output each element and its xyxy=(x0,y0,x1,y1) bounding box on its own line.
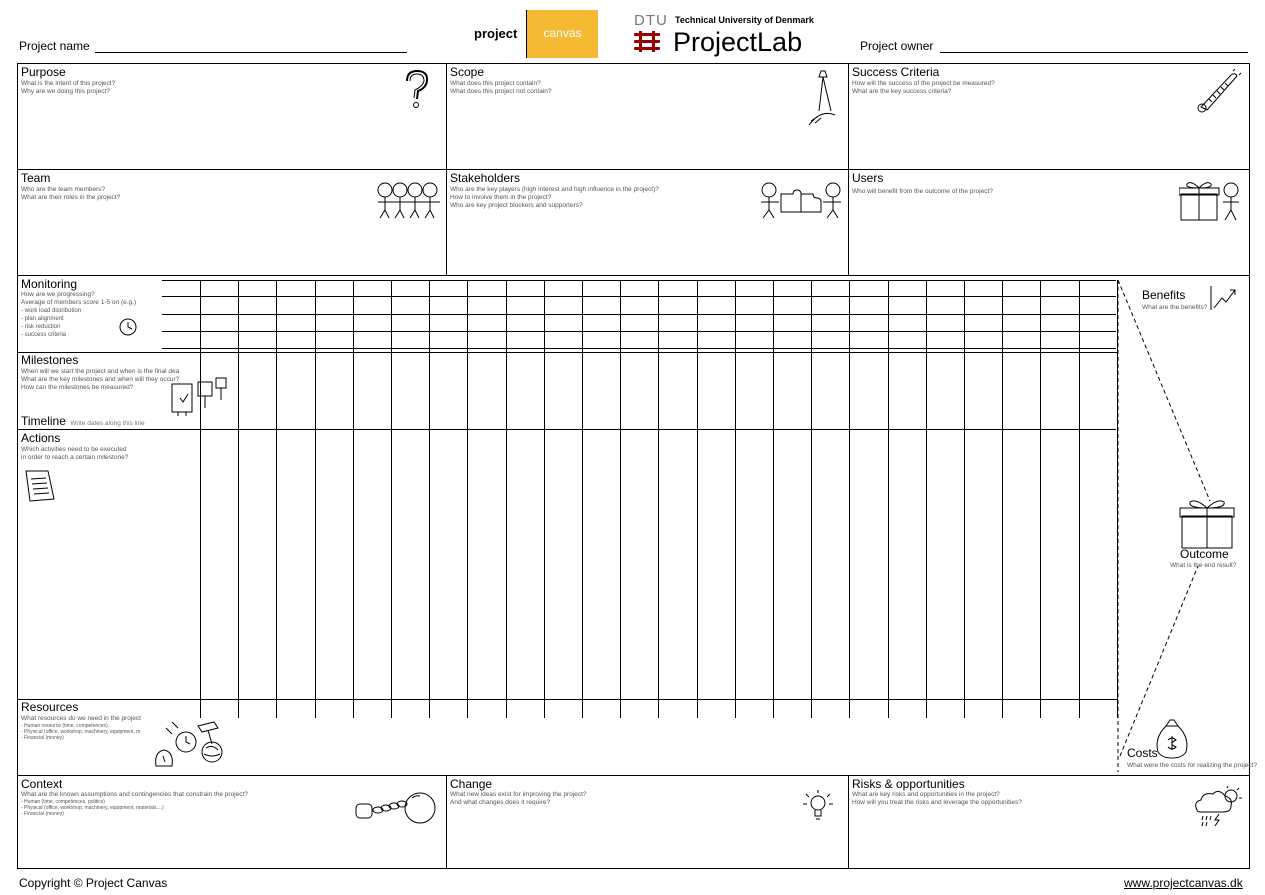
monitoring-q6: - success criteria xyxy=(21,332,67,338)
change-questions xyxy=(450,791,587,807)
grid-column-line xyxy=(582,280,583,718)
costs-question: What were the costs for realizing the project? xyxy=(1127,762,1258,769)
users-box[interactable] xyxy=(848,169,1250,276)
lightbulb-icon xyxy=(801,788,835,824)
actions-q1: Which activities need to be executed xyxy=(21,446,127,453)
scope-q1: What does this project contain? xyxy=(450,80,541,87)
grid-column-line xyxy=(506,280,507,718)
resources-tools-icon xyxy=(150,718,232,772)
team-questions xyxy=(21,186,120,202)
monitoring-row-line xyxy=(162,314,1116,315)
resources-questions xyxy=(21,715,141,741)
milestones-title: Milestones xyxy=(21,353,79,367)
monitoring-q3: - work load distribution xyxy=(21,308,82,314)
success-q1: How will the success of the project be measured? xyxy=(852,80,995,87)
team-people-icon xyxy=(376,180,442,220)
grid-column-line xyxy=(276,280,277,718)
grid-column-line xyxy=(964,280,965,718)
costs-title: Costs xyxy=(1127,746,1158,760)
benefits-title: Benefits xyxy=(1142,288,1186,302)
logo-canvas-block: canvas xyxy=(527,10,598,58)
project-name-label: Project name xyxy=(19,39,90,53)
change-q1: What new ideas exist for improving the project? xyxy=(450,791,587,798)
team-q2: What are their roles in the project? xyxy=(21,194,121,201)
clock-icon xyxy=(118,318,138,336)
ball-and-chain-icon xyxy=(354,786,438,826)
gift-person-icon xyxy=(1179,180,1245,222)
context-item-financial: - Financial (money) xyxy=(21,811,64,817)
stakeholders-q3: Who are key project blockers and supporters? xyxy=(450,202,583,209)
grid-column-line xyxy=(773,280,774,718)
success-q2: What are the key success criteria? xyxy=(852,88,952,95)
website-link[interactable]: www.projectcanvas.dk xyxy=(1124,876,1243,890)
scope-box[interactable] xyxy=(446,63,849,170)
users-q1: Who will benefit from the outcome of the project? xyxy=(852,188,993,195)
risks-questions xyxy=(852,791,1022,807)
grid-column-line xyxy=(1002,280,1003,718)
scope-questions xyxy=(450,80,552,96)
timeline-hint: Write dates along this line xyxy=(70,420,145,427)
monitoring-q2: Average of members score 1-5 on (e.g.) xyxy=(21,299,137,306)
timeline-label xyxy=(21,412,145,430)
grid-column-line xyxy=(467,280,468,718)
outcome-question: What is the end result? xyxy=(1170,562,1237,569)
monitoring-row-line xyxy=(162,296,1116,297)
milestones-questions xyxy=(21,368,179,392)
context-box[interactable] xyxy=(17,775,447,869)
project-owner-field[interactable] xyxy=(940,38,1248,53)
team-box[interactable] xyxy=(17,169,447,276)
context-questions xyxy=(21,791,248,817)
project-name-field[interactable] xyxy=(95,38,407,53)
risks-q1: What are key risks and opportunities in the project? xyxy=(852,791,1000,798)
grid-column-line xyxy=(697,280,698,718)
stakeholders-questions xyxy=(450,186,659,210)
stakeholders-q1: Who are the key players (high interest and high influence in the project)? xyxy=(450,186,659,193)
scope-title: Scope xyxy=(450,65,485,79)
purpose-title: Purpose xyxy=(21,65,66,79)
grid-column-line xyxy=(811,280,812,718)
purpose-box[interactable] xyxy=(17,63,447,170)
actions-questions xyxy=(21,446,128,462)
project-owner-label: Project owner xyxy=(860,39,934,53)
monitoring-row-line xyxy=(162,280,1116,281)
resources-q1: What resources do we need in the project xyxy=(21,715,141,722)
monitoring-row-line xyxy=(162,348,1116,349)
purpose-questions xyxy=(21,80,115,96)
thermometer-icon xyxy=(1195,69,1243,113)
resources-item-human: - Human resource (time, competences), xyxy=(21,723,110,729)
monitoring-q1: How are we progressing? xyxy=(21,291,95,298)
context-title: Context xyxy=(21,777,63,791)
milestones-q1: When will we start the project and when is the final dea xyxy=(21,368,180,375)
actions-top-line xyxy=(17,429,200,430)
grid-column-line xyxy=(353,280,354,718)
team-q1: Who are the team members? xyxy=(21,186,106,193)
success-questions xyxy=(852,80,995,96)
context-q1: What are the known assumptions and contingencies that constrain the project? xyxy=(21,791,248,798)
context-item-physical: - Physical (office, workshop, machinery, equipment, materials....) xyxy=(21,805,164,811)
team-title: Team xyxy=(21,171,51,185)
resources-item-financial: - Financial (money) xyxy=(21,735,64,741)
grid-column-line xyxy=(1040,280,1041,718)
benefits-question: What are the benefits? xyxy=(1142,304,1208,311)
dtu-logo-icon xyxy=(632,31,662,53)
actions-title: Actions xyxy=(21,431,61,445)
grid-column-line xyxy=(544,280,545,718)
risks-box[interactable] xyxy=(848,775,1250,869)
risks-q2: How will you treat the risks and leverage the opportunities? xyxy=(852,799,1022,806)
milestones-q2: What are the key milestones and when will they occur? xyxy=(21,376,180,383)
timeline-line xyxy=(200,429,1116,430)
grid-column-line xyxy=(620,280,621,718)
grid-column-line xyxy=(1079,280,1080,718)
dtu-mark: DTU xyxy=(634,12,668,29)
stakeholders-q2: How to involve them in the project? xyxy=(450,194,552,201)
purpose-q2: Why are we doing this project? xyxy=(21,88,110,95)
checklist-icon xyxy=(24,469,56,503)
monitoring-q5: - risk reduction xyxy=(21,324,61,330)
outcome-connector-lines xyxy=(1110,276,1250,776)
resources-top-line xyxy=(17,699,1117,700)
grid-column-line xyxy=(391,280,392,718)
resources-title: Resources xyxy=(21,700,79,714)
monitoring-q4: - plan alignment xyxy=(21,316,64,322)
grid-column-line xyxy=(658,280,659,718)
milestones-top-line xyxy=(17,352,1117,353)
grid-column-line xyxy=(926,280,927,718)
grid-column-line xyxy=(429,280,430,718)
change-box[interactable] xyxy=(446,775,849,869)
change-title: Change xyxy=(450,777,493,791)
milestones-q3: How can the milestones be measured? xyxy=(21,384,134,391)
risks-title: Risks & opportunities xyxy=(852,777,965,791)
timeline-title: Timeline xyxy=(21,414,66,428)
users-title: Users xyxy=(852,171,884,185)
storm-cloud-icon xyxy=(1191,786,1243,828)
puzzle-people-icon xyxy=(759,180,843,220)
grid-column-line xyxy=(888,280,889,718)
purpose-q1: What is the intent of this project? xyxy=(21,80,116,87)
monitoring-row-line xyxy=(162,331,1116,332)
grid-column-line xyxy=(735,280,736,718)
dtu-name: Technical University of Denmark xyxy=(675,15,814,25)
question-mark-icon xyxy=(401,69,433,109)
grid-column-line xyxy=(849,280,850,718)
scope-q2: What does this project not contain? xyxy=(450,88,552,95)
projectlab-title: ProjectLab xyxy=(673,27,803,57)
monitoring-title: Monitoring xyxy=(21,277,78,291)
stakeholders-title: Stakeholders xyxy=(450,171,521,185)
success-criteria-box[interactable] xyxy=(848,63,1250,170)
grid-column-line xyxy=(200,280,201,718)
actions-q2: in order to reach a certain milestone? xyxy=(21,454,129,461)
logo-project-text: project xyxy=(474,26,518,41)
outcome-title: Outcome xyxy=(1180,547,1229,561)
telescope-icon xyxy=(807,69,839,127)
copyright-text: Copyright © Project Canvas xyxy=(19,876,168,890)
context-item-human: - Human (time, competences, politics) xyxy=(21,799,105,805)
users-questions xyxy=(852,188,993,196)
grid-column-line xyxy=(315,280,316,718)
success-title: Success Criteria xyxy=(852,65,940,79)
change-q2: And what changes does it require? xyxy=(450,799,551,806)
grid-column-line xyxy=(238,280,239,718)
stakeholders-box[interactable] xyxy=(446,169,849,276)
resources-item-physical: - Physical (office, workshop, machinery, equipment, m xyxy=(21,729,141,735)
